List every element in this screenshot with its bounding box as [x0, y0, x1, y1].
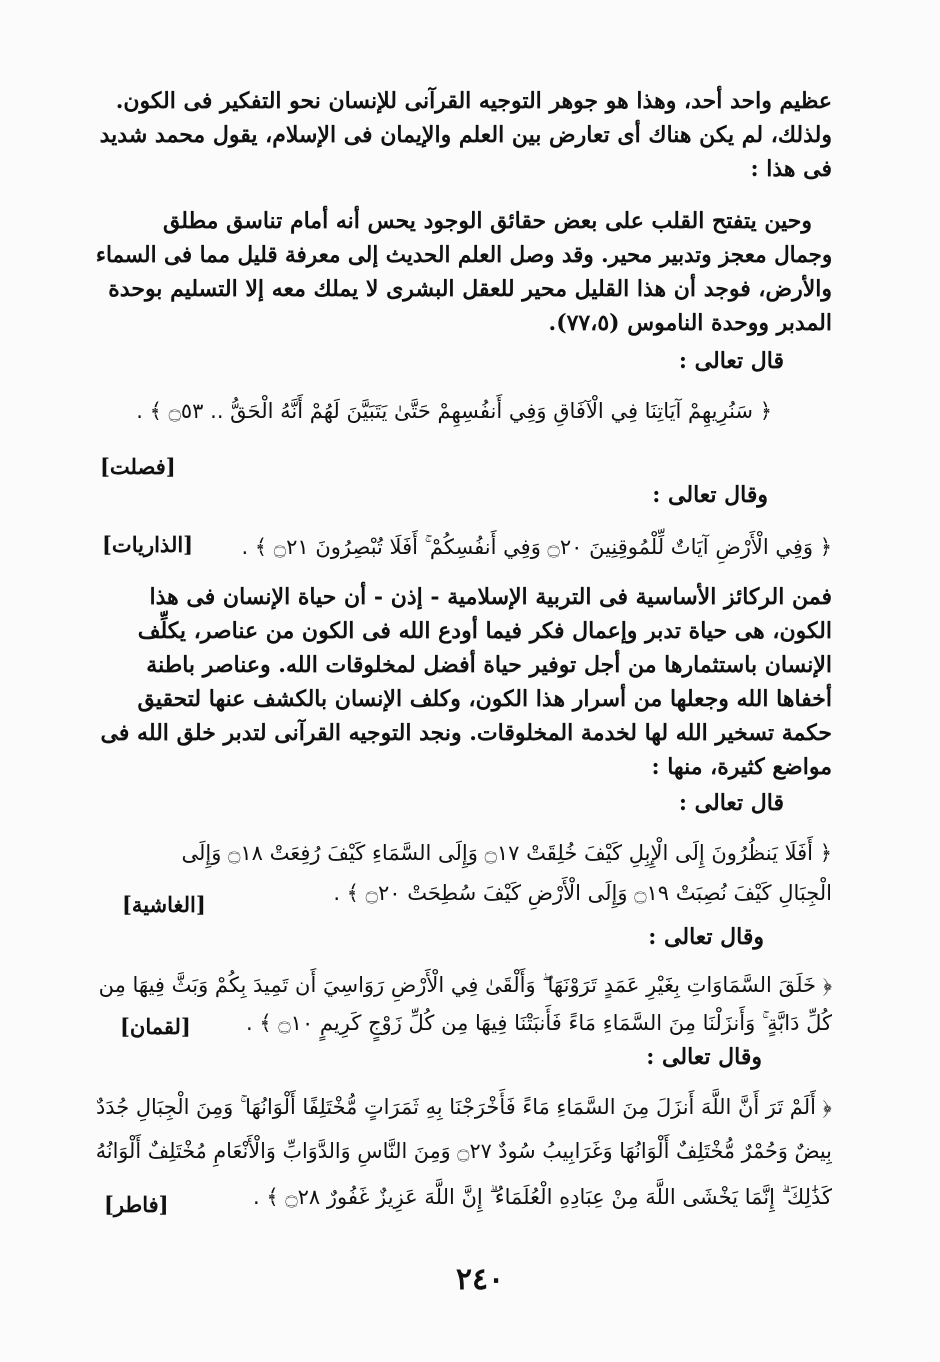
body-line: حكمة تسخير الله لها لخدمة المخلوقات. ونجد التوجيه القرآنى لتدبر خلق الله فى: [100, 720, 832, 746]
said-heading: قال تعالى :: [678, 348, 784, 374]
page-number: ٢٤٠: [455, 1262, 505, 1297]
body-line: فمن الركائز الأساسية فى التربية الإسلامية - إذن - أن حياة الإنسان فى هذا: [149, 584, 832, 610]
said-heading: قال تعالى :: [678, 790, 784, 816]
surah-reference: [الغاشية]: [122, 892, 206, 917]
body-line: مواضع كثيرة، منها :: [651, 754, 832, 780]
body-line: أخفاها الله وجعلها من أسرار هذا الكون، وكلف الإنسان بالكشف عنها لتحقيق: [137, 686, 832, 712]
verse-line: ﴿ سَنُرِيهِمْ آيَاتِنَا فِي الْآفَاقِ وَفِي أَنفُسِهِمْ حَتَّىٰ يَتَبَيَّنَ لَهُمْ أَنَّهُ الْحَقُّ .. ۝٥٣ ﴾ .: [136, 399, 772, 423]
quote-line: المدبر ووحدة الناموس (٧٧،٥).: [548, 310, 832, 336]
said-heading: وقال تعالى :: [652, 482, 768, 508]
verse-line: ﴿ أَفَلَا يَنظُرُونَ إِلَى الْإِبِلِ كَيْفَ خُلِقَتْ ۝١٧ وَإِلَى السَّمَاءِ كَيْفَ رُفِعَتْ ۝١٨ وَإِلَى: [181, 841, 832, 865]
quote-line: والأرض، فوجد أن هذا القليل محير للعقل البشرى لا يملك معه إلا التسليم بوحدة: [108, 276, 832, 302]
verse-line: ﴿ خَلَقَ السَّمَاوَاتِ بِغَيْرِ عَمَدٍ تَرَوْنَهَا ۖ وَأَلْقَىٰ فِي الْأَرْضِ رَوَاسِيَ أَن تَمِيدَ بِكُمْ وَبَثَّ فِيهَا مِن: [98, 973, 832, 997]
said-heading: وقال تعالى :: [648, 924, 764, 950]
verse-line: كُلِّ دَابَّةٍ ۚ وَأَنزَلْنَا مِنَ السَّمَاءِ مَاءً فَأَنبَتْنَا فِيهَا مِن كُلِّ زَوْجٍ كَرِيمٍ ۝١٠ ﴾ .: [246, 1011, 832, 1035]
surah-reference: [لقمان]: [120, 1014, 191, 1039]
said-heading: وقال تعالى :: [646, 1044, 762, 1070]
verse-line: ﴿ أَلَمْ تَرَ أَنَّ اللَّهَ أَنزَلَ مِنَ السَّمَاءِ مَاءً فَأَخْرَجْنَا بِهِ ثَمَرَاتٍ مُّخْتَلِفًا أَلْوَانُهَا ۚ وَمِنَ الْجِبَالِ جُدَدٌ: [96, 1095, 832, 1119]
surah-reference: [فاطر]: [104, 1192, 169, 1217]
verse-line: الْجِبَالِ كَيْفَ نُصِبَتْ ۝١٩ وَإِلَى الْأَرْضِ كَيْفَ سُطِحَتْ ۝٢٠ ﴾ .: [333, 881, 832, 905]
surah-reference: [الذاريات]: [102, 532, 194, 557]
body-line: الكون، هى حياة تدبر وإعمال فكر فيما أودع الله فى الكون من عناصر، يكلِّف: [137, 618, 832, 644]
quote-line: وحين يتفتح القلب على بعض حقائق الوجود يحس أنه أمام تناسق مطلق: [162, 208, 812, 234]
verse-line: بِيضٌ وَحُمْرٌ مُّخْتَلِفٌ أَلْوَانُهَا وَغَرَابِيبُ سُودٌ ۝٢٧ وَمِنَ النَّاسِ وَالدَّوَابِّ وَالْأَنْعَامِ مُخْتَلِفٌ أَلْوَانُهُ: [95, 1139, 832, 1163]
surah-reference: [فصلت]: [100, 454, 176, 479]
intro-line: ولذلك، لم يكن هناك أى تعارض بين العلم والإيمان فى الإسلام، يقول محمد شديد: [99, 122, 832, 148]
intro-line: فى هذا :: [750, 156, 832, 182]
quote-line: وجمال معجز وتدبير محير. وقد وصل العلم الحديث إلى معرفة قليل مما فى السماء: [95, 242, 832, 268]
body-line: الإنسان باستثمارها من أجل توفير حياة أفضل لمخلوقات الله. وعناصر باطنة: [146, 652, 832, 678]
intro-line: عظيم واحد أحد، وهذا هو جوهر التوجيه القرآنى للإنسان نحو التفكير فى الكون.: [115, 88, 832, 114]
verse-line: ﴿ وَفِي الْأَرْضِ آيَاتٌ لِّلْمُوقِنِينَ ۝٢٠ وَفِي أَنفُسِكُمْ ۚ أَفَلَا تُبْصِرُونَ ۝٢١ ﴾ .: [241, 535, 832, 559]
verse-line: كَذَٰلِكَ ۗ إِنَّمَا يَخْشَى اللَّهَ مِنْ عِبَادِهِ الْعُلَمَاءُ ۗ إِنَّ اللَّهَ عَزِيزٌ غَفُورٌ ۝٢٨ ﴾ .: [253, 1185, 832, 1209]
